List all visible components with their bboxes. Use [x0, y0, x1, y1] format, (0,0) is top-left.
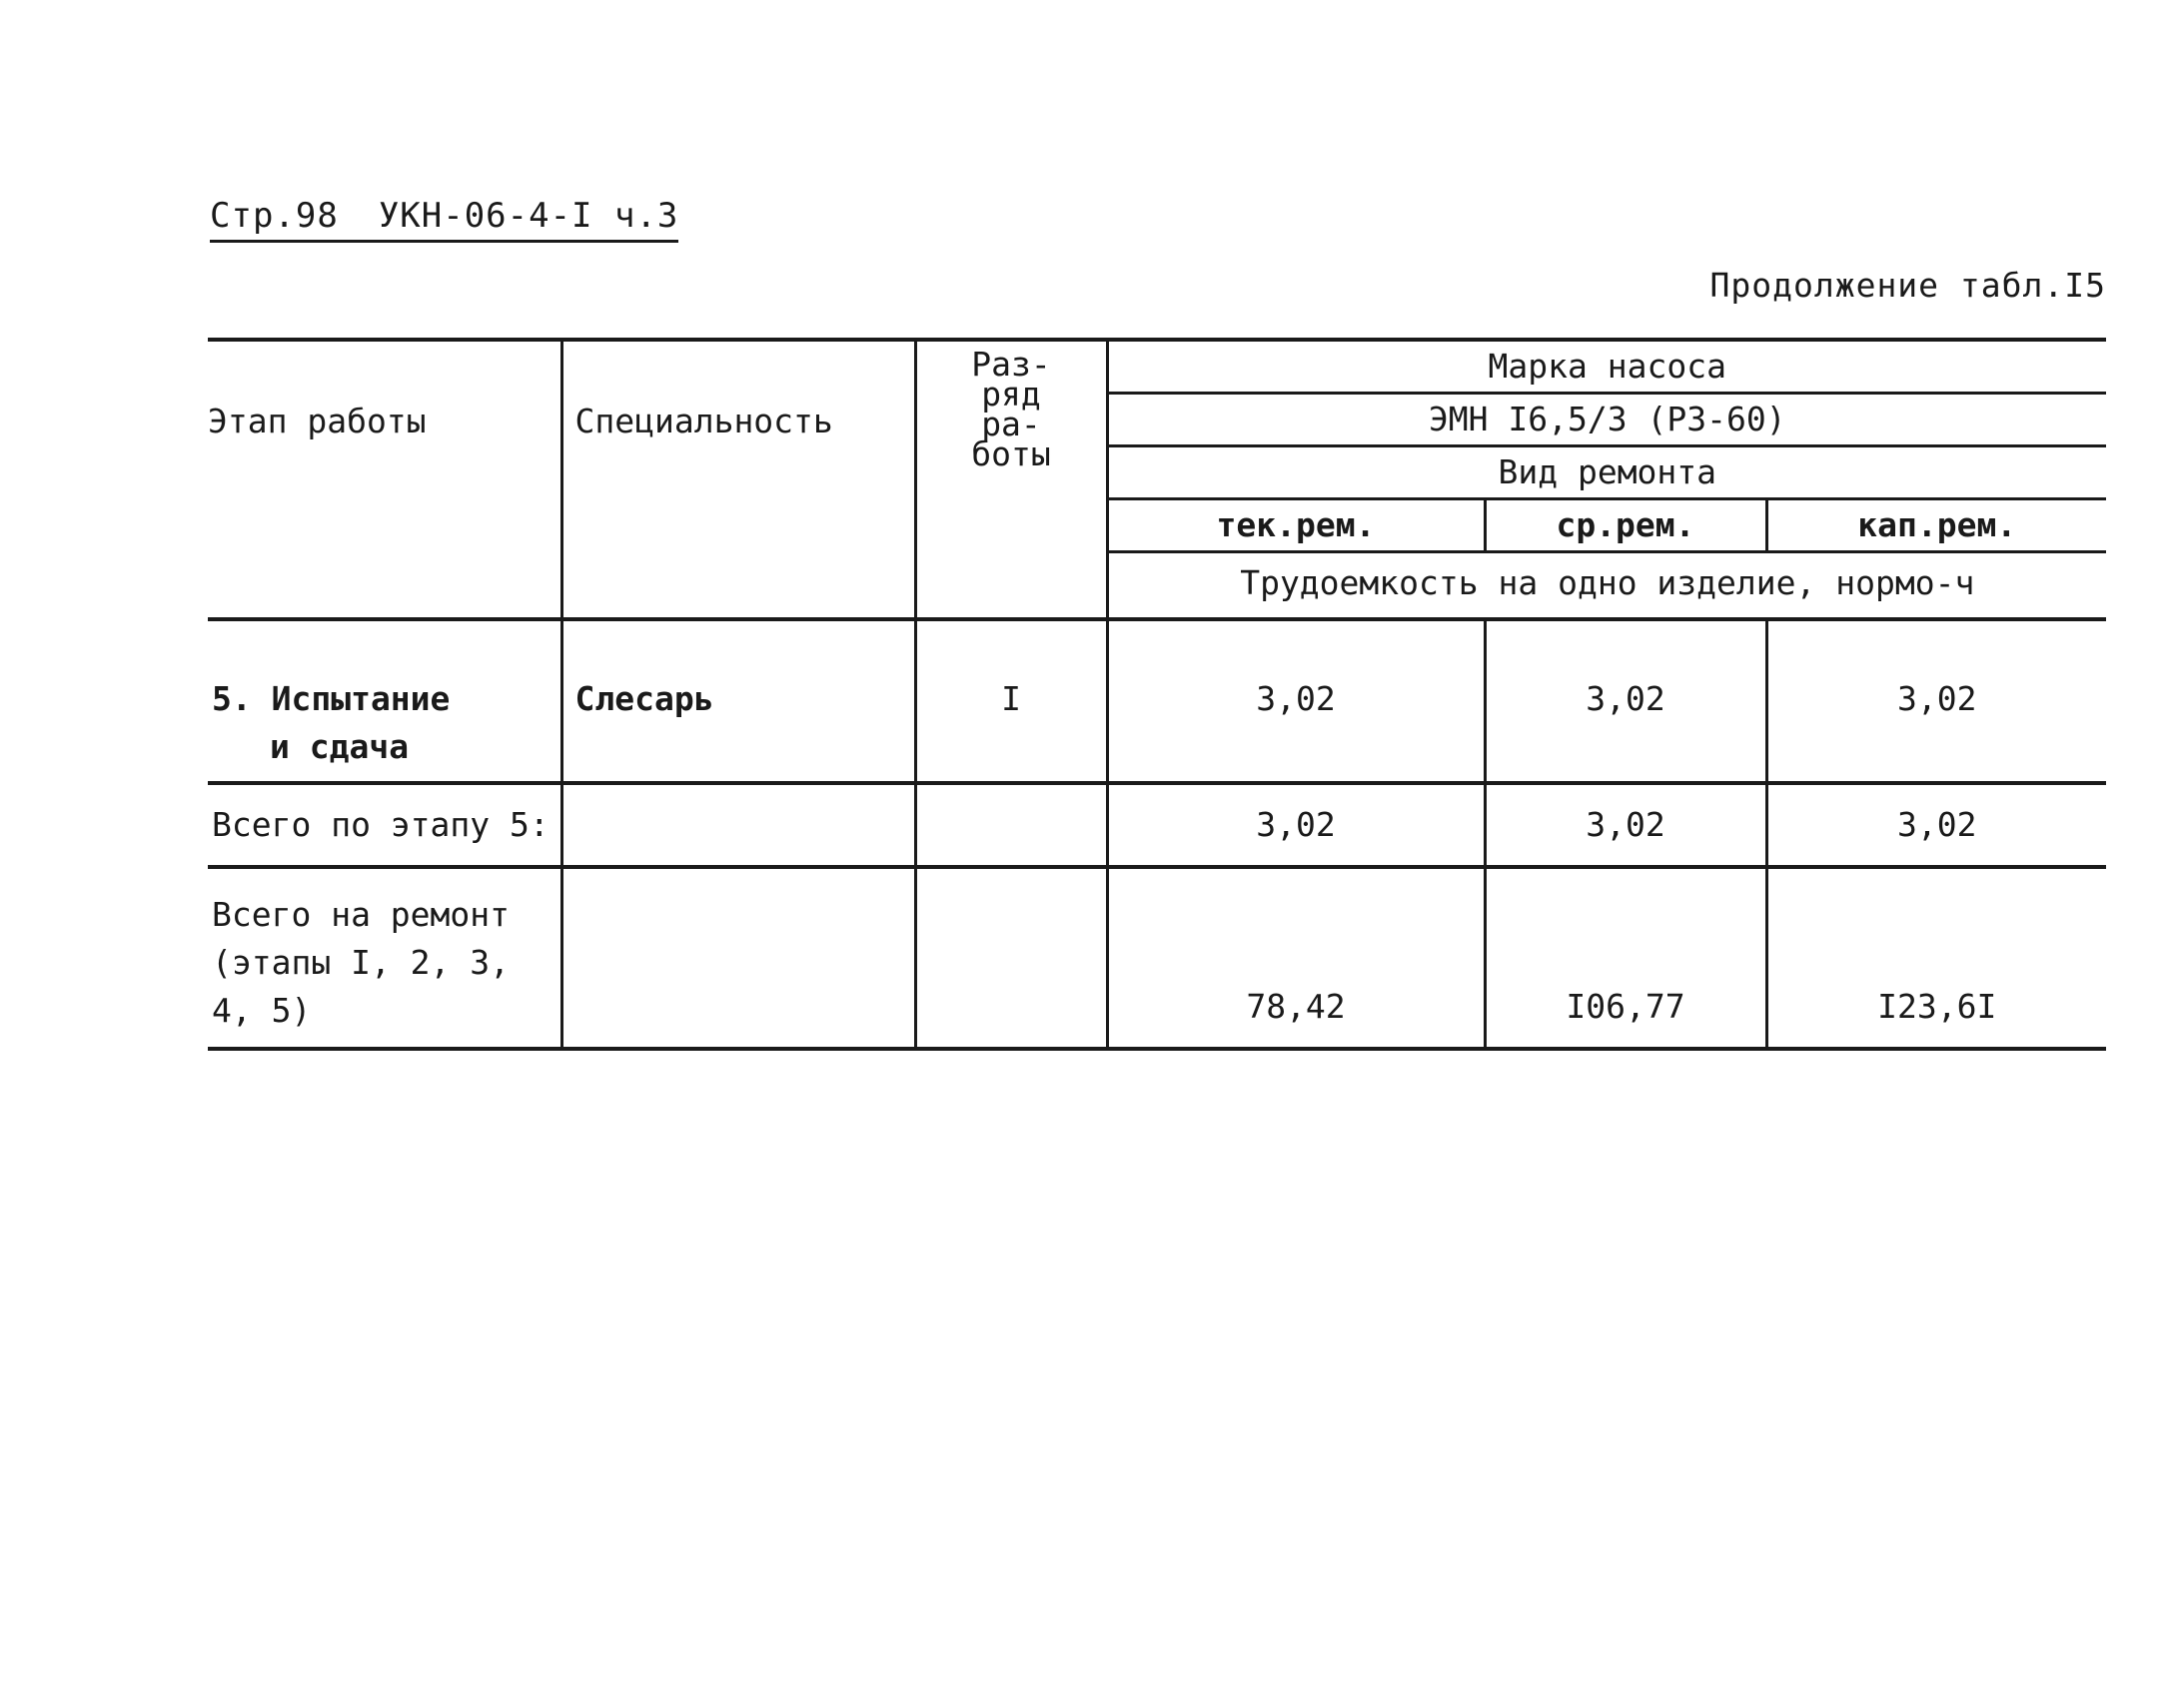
header-labor-intensity: Трудоемкость на одно изделие, нормо-ч [1107, 552, 2106, 620]
header-grade-line: боты [971, 434, 1051, 473]
value: 3,02 [1897, 679, 1977, 718]
stage-line: 5. Испытание [212, 679, 451, 718]
header-grade-line: Раз- [971, 345, 1051, 384]
value: I06,77 [1566, 987, 1685, 1026]
table-row [208, 867, 2106, 1049]
header-grade-line: ра- [981, 405, 1041, 443]
medium-repair-cell: 3,02 [1485, 783, 1766, 867]
table-row [208, 619, 2106, 783]
page-header [210, 196, 678, 243]
grade-value: I [1001, 679, 1021, 718]
medium-repair-cell [1485, 619, 1766, 783]
table-continuation-label: Продолжение табл.I5 [1709, 266, 2106, 305]
header-stage: Этап работы [208, 340, 561, 619]
current-repair-cell: 3,02 [1107, 783, 1485, 867]
specialty-cell [561, 619, 915, 783]
specialty-cell [561, 783, 915, 867]
value: 78,42 [1246, 987, 1346, 1026]
capital-repair-cell [1766, 619, 2106, 783]
value: 3,02 [1256, 679, 1336, 718]
labor-table [208, 338, 2106, 1051]
stage-line: (этапы I, 2, 3, [212, 943, 511, 982]
header-medium-repair: ср.рем. [1485, 499, 1766, 552]
grade-value [917, 869, 1106, 987]
medium-repair-cell [1485, 867, 1766, 1049]
stage-line: Всего по этапу 5: [212, 805, 549, 844]
header-grade-line: ряд [981, 375, 1041, 414]
specialty-value: Слесарь [574, 679, 714, 718]
header-current-repair: тек.рем. [1107, 499, 1485, 552]
value: 3,02 [1586, 679, 1665, 718]
grade-cell [915, 619, 1107, 783]
document-code: УКН-06-4-I ч.3 [378, 196, 679, 236]
capital-repair-cell [1766, 867, 2106, 1049]
header-pump-model: ЭМН I6,5/3 (РЗ-60) [1107, 394, 2106, 446]
header-repair-type: Вид ремонта [1107, 446, 2106, 499]
capital-repair-cell: 3,02 [1766, 783, 2106, 867]
stage-line: 4, 5) [212, 991, 312, 1030]
header-grade [915, 340, 1107, 619]
value: I23,6I [1877, 987, 1997, 1026]
stage-line: Всего на ремонт [212, 895, 511, 934]
current-repair-cell [1107, 867, 1485, 1049]
grade-cell [915, 867, 1107, 1049]
specialty-cell [561, 867, 915, 1049]
specialty-value [575, 869, 914, 987]
header-specialty: Специальность [561, 340, 915, 619]
header-pump-mark: Марка насоса [1107, 340, 2106, 394]
stage-cell [208, 783, 561, 867]
grade-cell [915, 783, 1107, 867]
stage-cell [208, 619, 561, 783]
stage-cell [208, 867, 561, 1049]
page-number: Стр.98 [210, 196, 339, 236]
table-row [208, 783, 2106, 867]
current-repair-cell [1107, 619, 1485, 783]
stage-line: и сдача [270, 727, 410, 766]
header-capital-repair: кап.рем. [1766, 499, 2106, 552]
